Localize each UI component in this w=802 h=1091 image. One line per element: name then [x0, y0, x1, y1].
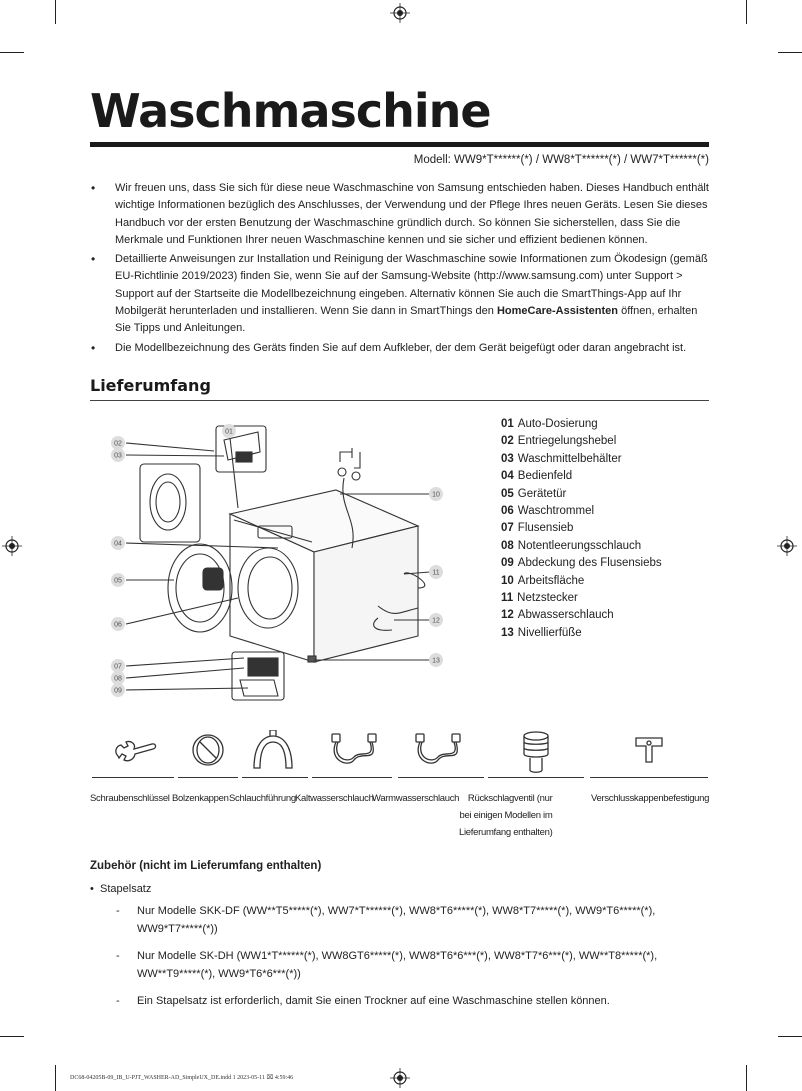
callout-03: 03	[114, 452, 122, 460]
accessory-divider	[398, 777, 484, 778]
legend-item	[501, 590, 662, 607]
registration-mark-icon	[390, 3, 410, 23]
registration-mark-icon	[2, 536, 22, 556]
legend-number: 10	[501, 574, 514, 587]
intro-text: Die Modellbezeichnung des Geräts finden Sie auf dem Aufkleber, der dem Gerät beigefügt oder daran angebracht ist.	[115, 341, 687, 354]
legend-label: Gerätetür	[517, 487, 567, 500]
accessory-divider	[92, 777, 174, 778]
legend-label: Flusensieb	[517, 522, 574, 535]
legend-number: 04	[501, 470, 514, 483]
legend-item	[501, 520, 662, 537]
accessory-label-line: Lieferumfang enthalten)	[459, 827, 553, 838]
legend-number: 05	[501, 487, 514, 500]
registration-mark-icon	[777, 536, 797, 556]
accessory-label: Schraubenschlüssel	[90, 793, 170, 804]
callout-02: 02	[114, 440, 122, 448]
washing-machine-diagram	[108, 418, 448, 710]
accessory-label	[459, 790, 552, 841]
callout-08: 08	[114, 675, 122, 683]
accessory-label-line: bei einigen Modellen im	[459, 810, 553, 821]
cold-water-hose-icon	[328, 730, 380, 770]
intro-text: Detaillierte Anweisungen zur Installation und Reinigung der Waschmaschine sowie Informationen zum Ökodesign (gemäß EU-Richtlinie 2019/2023) finden Sie, wenn Sie auf der Samsung-Website (http://www.samsung.com) unter Support > Support auf der Startseite die Modellbezeichnung eingeben. Alternativ können Sie auch die SmartThings-App auf Ihr Mobilgerät herunterladen und installieren. Wenn Sie dann in SmartThings den	[115, 253, 708, 318]
registration-mark-icon	[390, 1068, 410, 1088]
legend-number: 07	[501, 522, 514, 535]
wrench-icon	[112, 730, 160, 770]
legend-item	[501, 607, 662, 624]
legend-number: 11	[501, 592, 514, 605]
legend-number: 06	[501, 505, 514, 518]
callout-05: 05	[114, 577, 122, 585]
legend-number: 03	[501, 452, 514, 465]
callout-09: 09	[114, 687, 122, 695]
accessory-divider	[590, 777, 708, 778]
legend-label: Auto-Dosierung	[517, 418, 598, 430]
intro-text: Wir freuen uns, dass Sie sich für diese neue Waschmaschine von Samsung entschieden haben. Dieses Handbuch enthält wichtige Informationen bezüglich des Anschlusses, der Verwendung und der Pflege Ihres neuen Geräts. Lesen Sie dieses Handbuch vor der ersten Benutzung der Waschmaschine gründlich durch. So können Sie sicherstellen, dass Sie die Merkmale und Funktionen Ihrer neuen Waschmaschine kennen und sie sicher und effizient bedienen können.	[115, 182, 709, 246]
callout-01: 01	[225, 428, 233, 436]
legend-number: 09	[501, 557, 514, 570]
legend-item	[501, 555, 662, 572]
legend-label: Abdeckung des Flusensiebs	[517, 557, 662, 570]
legend-number: 12	[501, 609, 514, 622]
optional-bullet: • Stapelsatz	[90, 880, 712, 898]
intro-text: öffnen, erhalten Sie Tipps und Anleitungen.	[115, 305, 698, 335]
optional-accessories-list	[90, 880, 712, 1019]
crop-mark	[55, 0, 56, 24]
hot-water-hose-icon	[412, 730, 464, 770]
accessory-divider	[242, 777, 308, 778]
callout-13: 13	[432, 657, 440, 665]
legend-label: Notentleerungsschlauch	[517, 539, 642, 552]
print-footer: DC68-04205B-09_IB_U-PJT_WASHER-AD_SimpleUX_DE.indd 1 2023-05-11 ⌧ 4:59:46	[70, 1075, 294, 1081]
legend-label: Waschmittelbehälter	[517, 452, 622, 465]
intro-bold-text: HomeCare-Assistenten	[496, 305, 619, 318]
legend-item	[501, 538, 662, 555]
accessory-label-line: Rückschlagventil (nur	[467, 793, 553, 804]
legend-label: Bedienfeld	[517, 470, 573, 483]
section-title: Lieferumfang	[90, 376, 211, 395]
crop-mark	[0, 52, 24, 53]
accessory-divider	[178, 777, 238, 778]
intro-list	[90, 180, 712, 359]
callout-06: 06	[114, 621, 122, 629]
optional-item: - Nur Modelle SKK-DF (WW**T5*****(*), WW7*T******(*), WW8*T6*****(*), WW8*T7*****(*), WW9*T6*****(*), WW9*T7*****(*))	[90, 902, 712, 938]
crop-mark	[778, 52, 802, 53]
callout-10: 10	[432, 491, 440, 499]
accessory-label: Kaltwasserschlauch	[295, 793, 374, 804]
legend-number: 01	[501, 418, 514, 430]
optional-accessories-title: Zubehör (nicht im Lieferumfang enthalten)	[90, 860, 322, 872]
intro-item	[90, 180, 712, 249]
crop-mark	[55, 1065, 56, 1091]
legend-number: 02	[501, 435, 514, 448]
legend-item	[501, 468, 662, 485]
legend-label: Entriegelungshebel	[517, 435, 617, 448]
crop-mark	[778, 1036, 802, 1037]
legend-item	[501, 573, 662, 590]
cap-fixer-icon	[632, 730, 666, 770]
optional-item: - Ein Stapelsatz ist erforderlich, damit Sie einen Trockner auf eine Waschmaschine stellen können.	[90, 992, 712, 1010]
accessories-row	[92, 730, 712, 840]
legend-item	[501, 486, 662, 503]
accessory-label: Bolzenkappen	[172, 793, 229, 804]
accessory-label: Schlauchführung	[229, 793, 296, 804]
accessory-divider	[312, 777, 392, 778]
legend-label: Nivellierfüße	[517, 626, 582, 639]
legend-item	[501, 503, 662, 520]
legend-item	[501, 625, 662, 642]
section-divider	[90, 400, 709, 401]
legend-label: Arbeitsfläche	[517, 574, 585, 587]
legend-label: Waschtrommel	[517, 505, 595, 518]
legend-item	[501, 433, 662, 450]
title-divider	[90, 142, 709, 147]
legend-number: 08	[501, 539, 514, 552]
bolt-cap-icon	[188, 730, 228, 770]
hose-guide-icon	[248, 730, 298, 772]
legend-item	[501, 451, 662, 468]
accessory-label: Verschlusskappenbefestigung	[591, 793, 710, 804]
callout-04: 04	[114, 540, 122, 548]
legend-label: Netzstecker	[517, 592, 578, 605]
crop-mark	[0, 1036, 24, 1037]
callout-07: 07	[114, 663, 122, 671]
legend-number: 13	[501, 626, 514, 639]
accessory-label: Warmwasserschlauch	[372, 793, 460, 804]
check-valve-icon	[516, 730, 556, 776]
parts-legend	[501, 416, 662, 642]
intro-item	[90, 251, 712, 337]
crop-mark	[746, 1065, 747, 1091]
crop-mark	[746, 0, 747, 24]
intro-item	[90, 340, 712, 357]
accessory-divider	[488, 777, 584, 778]
legend-item	[501, 416, 662, 433]
callout-11: 11	[432, 569, 440, 577]
callout-12: 12	[432, 617, 440, 625]
optional-item: - Nur Modelle SK-DH (WW1*T******(*), WW8GT6*****(*), WW8*T6*6***(*), WW8*T7*6***(*), WW**T8*****(*), WW**T9*****(*), WW9*T6*6***(*))	[90, 947, 712, 983]
page-title: Waschmaschine	[90, 84, 491, 138]
legend-label: Abwasserschlauch	[517, 609, 614, 622]
model-number: Modell: WW9*T******(*) / WW8*T******(*) / WW7*T******(*)	[413, 154, 709, 166]
